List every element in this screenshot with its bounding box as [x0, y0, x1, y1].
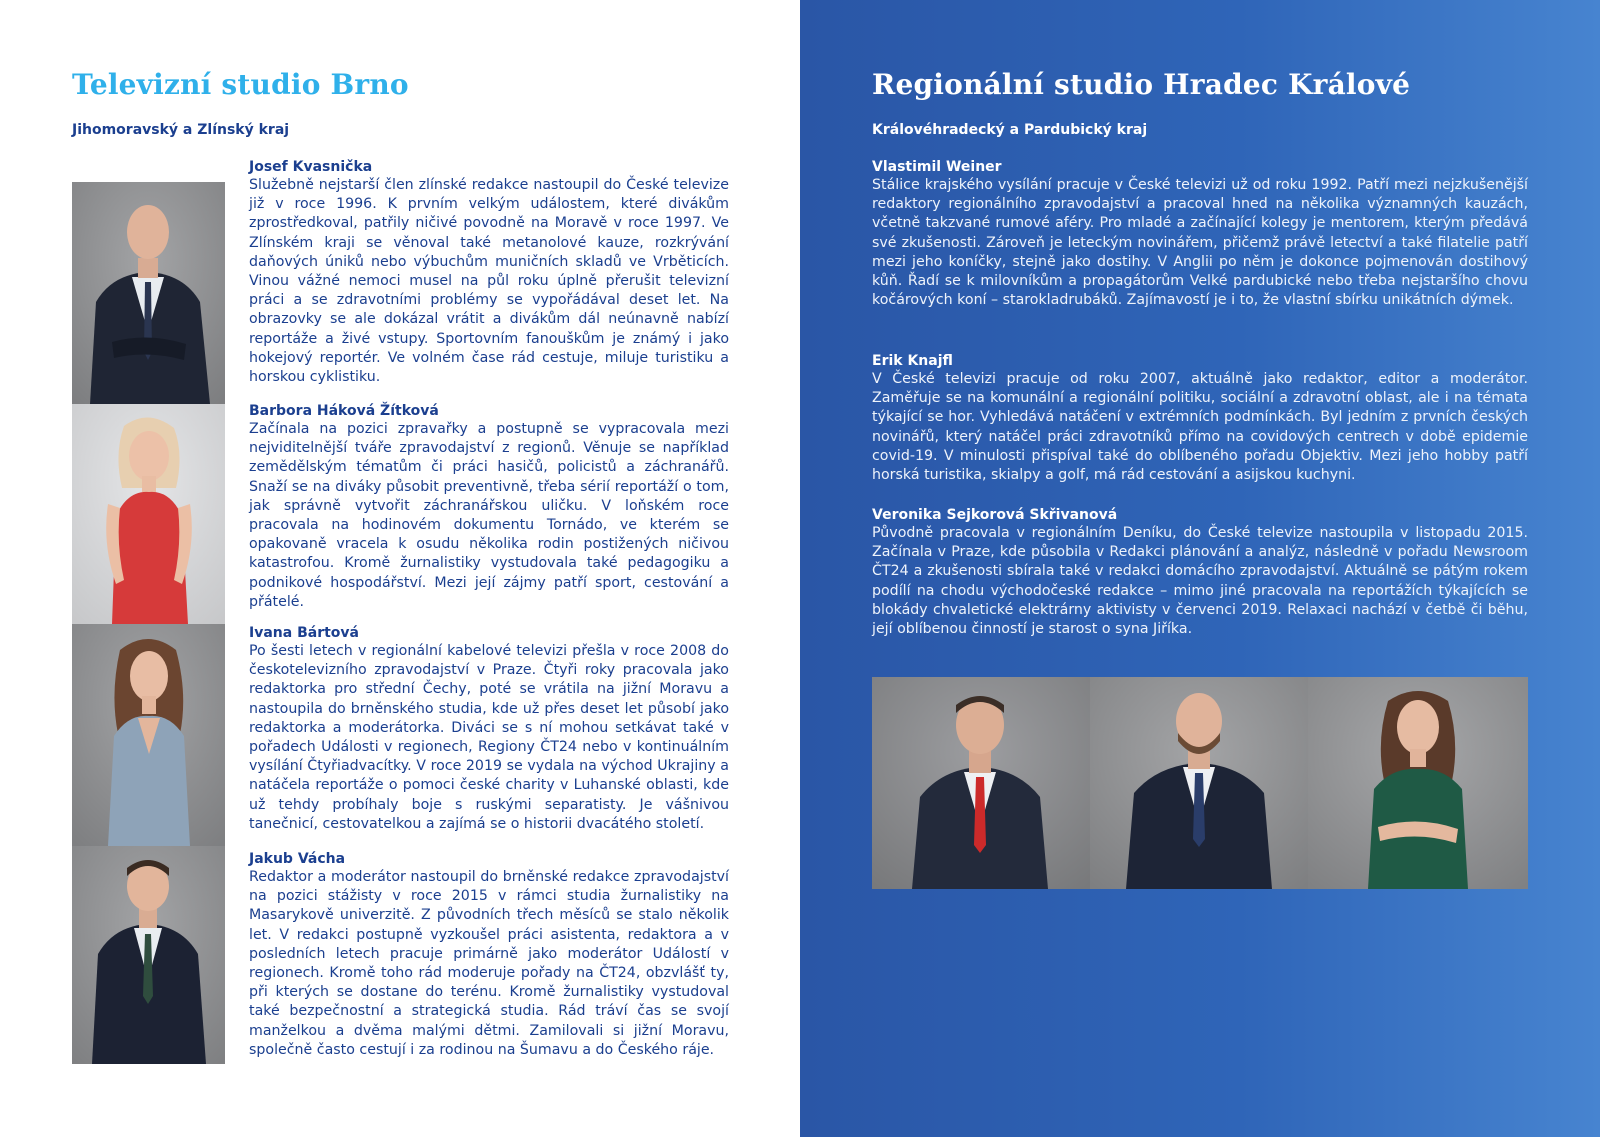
- photo-ivana-bartova: [72, 624, 225, 846]
- person-entry: [872, 506, 1528, 639]
- person-bio: Začínala na pozici zpravařky a postupně se vypracovala mezi nejviditelnější tváře zpravodajství z regionů. Věnuje se například zemědělským tématům či práci hasičů, policistů a záchranářů. Snaží se na diváky působit preventivně, třeba sérií reportáží o tom, jak správně vytvořit záchranářskou uličku. V loňském roce pracovala na hodinovém dokumentu Tornádo, ve kterém se opakovaně vracela k osudu několika rodin postižených ničivou katastrofou. Kromě žurnalistiky vystudovala také pedagogiku a podnikové hospodářství. Mezi její zájmy patří sport, cestování a přátelé.: [249, 421, 729, 610]
- person-bio: V České televizi pracuje od roku 2007, aktuálně jako redaktor, editor a moderátor. Zaměřuje se na komunální a regionální politiku, sociální a zdravotní oblast, ale i na témata týkající se hor. Vyhledává natáčení v extrémních podmínkách. Byl jedním z prvních českých novinářů, který natáčel práci zdravotníků přímo na covidových centrech v době epidemie covid-19. V minulosti přispíval také do oblíbeného pořadu Objektiv. Mezi jeho hobby patří horská turistika, skialpy a golf, má rád cestování a asijskou kuchyni.: [872, 371, 1528, 484]
- person-name: Veronika Sejkorová Skřivanová: [872, 507, 1118, 523]
- person-name: Barbora Háková Žítková: [249, 403, 439, 419]
- page-title-brno: Televizní studio Brno: [72, 68, 409, 101]
- person-entry: [249, 158, 729, 387]
- region-subtitle-hradec-kralove: Královéhradecký a Pardubický kraj: [872, 122, 1148, 138]
- person-entry: [249, 624, 729, 834]
- person-name: Erik Knajfl: [872, 353, 953, 369]
- photo-jakub-vacha: [72, 846, 225, 1064]
- person-bio: Redaktor a moderátor nastoupil do brněnské redakce zpravodajství na pozici stážisty v roce 2015 v rámci studia žurnalistiky na Masarykově univerzitě. Z původních třech měsíců se stalo několik let. V redakci postupně vyzkoušel práci asistenta, redaktora a v posledních letech pracuje primárně jako moderátor Událostí v regionech. Kromě toho rád moderuje pořady na ČT24, obzvlášť ty, při kterých se dostane do terénu. Kromě žurnalistiky vystudoval také bezpečnostní a strategická studia. Rád tráví čas se svojí manželkou a dvěma malými dětmi. Zamilovali si jižní Moravu, společně často cestují i za rodinou na Šumavu a do Českého ráje.: [249, 869, 729, 1058]
- person-entry: [249, 850, 729, 1060]
- page-title-hradec-kralove: Regionální studio Hradec Králové: [872, 68, 1411, 101]
- photo-erik-knajfl: [1090, 677, 1308, 889]
- person-bio: Služebně nejstarší člen zlínské redakce nastoupil do České televize již v roce 1996. K prvním velkým událostem, které divákům zprostředkoval, patřily ničivé povodně na Moravě v roce 1997. Ve Zlínském kraji se věnoval také metanolové kauze, rozkrývání daňových úniků nebo výbuchům muničních skladů ve Vrběticích. Vinou vážné nemoci musel na půl roku úplně přerušit televizní práci a se zdravotními problémy se vypořádával deset let. Na obrazovky se ale dokázal vrátit a divákům dál neúnavně nabízí reportáže a živé vstupy. Sportovním fanouškům je známý i jako hokejový reportér. Ve volném čase rád cestuje, miluje turistiku a horskou cyklistiku.: [249, 177, 729, 386]
- person-bio: Stálice krajského vysílání pracuje v České televizi už od roku 1992. Patří mezi nejzkušenější redaktory regionálního zpravodajství a pracoval hned na několika významných kauzách, včetně takzvané rumové aféry. Pro mladé a začínající kolegy je mentorem, kterým předává své zkušenosti. Zároveň je leteckým novinářem, přičemž právě letectví a také filatelie patří mezi jeho koníčky, stejně jako dostihy. V Anglii po něm je dokonce pojmenován dostihový kůň. Řadí se k milovníkům a propagátorům Velké pardubické nebo třeba nejstaršího chovu kočárových koní – starokladrubáků. Zajímavostí je i to, že vlastní sbírku unikátních dýmek.: [872, 177, 1528, 309]
- person-bio: Původně pracovala v regionálním Deníku, do České televize nastoupila v listopadu 2015. Začínala v Praze, kde působila v Redakci plánování a analýz, následně v pořadu Newsroom ČT24 a zkušenosti sbírala také v redakci domácího zpravodajství. Aktuálně se pátým rokem podílí na chodu východočeské redakce – mimo jiné pracovala na reportážích týkajících se blokády chvaletické elektrárny aktivisty v červenci 2019. Relaxaci nachází v četbě či běhu, její oblíbenou činností je starost o syna Jiříka.: [872, 525, 1528, 638]
- person-name: Josef Kvasnička: [249, 159, 373, 175]
- photo-vlastimil-weiner: [872, 677, 1090, 889]
- person-name: Ivana Bártová: [249, 625, 359, 641]
- person-bio: Po šesti letech v regionální kabelové televizi přešla v roce 2008 do českotelevizního zpravodajství v Praze. Čtyři roky pracovala jako redaktorka pro střední Čechy, poté se vrátila na jižní Moravu a nastoupila do brněnského studia, kde už přes deset let působí jako redaktorka a moderátorka. Diváci se s ní mohou setkávat také v pořadech Události v regionech, Regiony ČT24 nebo v kontinuálním vysílání Čtyřiadvacítky. V roce 2019 se vydala na východ Ukrajiny a natáčela reportáže o pomoci české charity v Luhanské oblasti, kde už tehdy probíhaly boje s ruskými separatisty. Je vášnivou tanečnicí, cestovatelkou a zajímá se o historii dvacátého století.: [249, 643, 729, 832]
- photo-barbora-hakova-zitkova: [72, 404, 225, 624]
- person-entry: [872, 158, 1528, 310]
- right-page: [800, 0, 1600, 1137]
- person-entry: [872, 352, 1528, 485]
- person-name: Jakub Vácha: [249, 851, 346, 867]
- photo-veronika-sejkorova-skrivanova: [1308, 677, 1528, 889]
- region-subtitle-brno: Jihomoravský a Zlínský kraj: [72, 122, 290, 138]
- photo-josef-kvasnicka: [72, 182, 225, 404]
- person-name: Vlastimil Weiner: [872, 159, 1002, 175]
- person-entry: [249, 402, 729, 612]
